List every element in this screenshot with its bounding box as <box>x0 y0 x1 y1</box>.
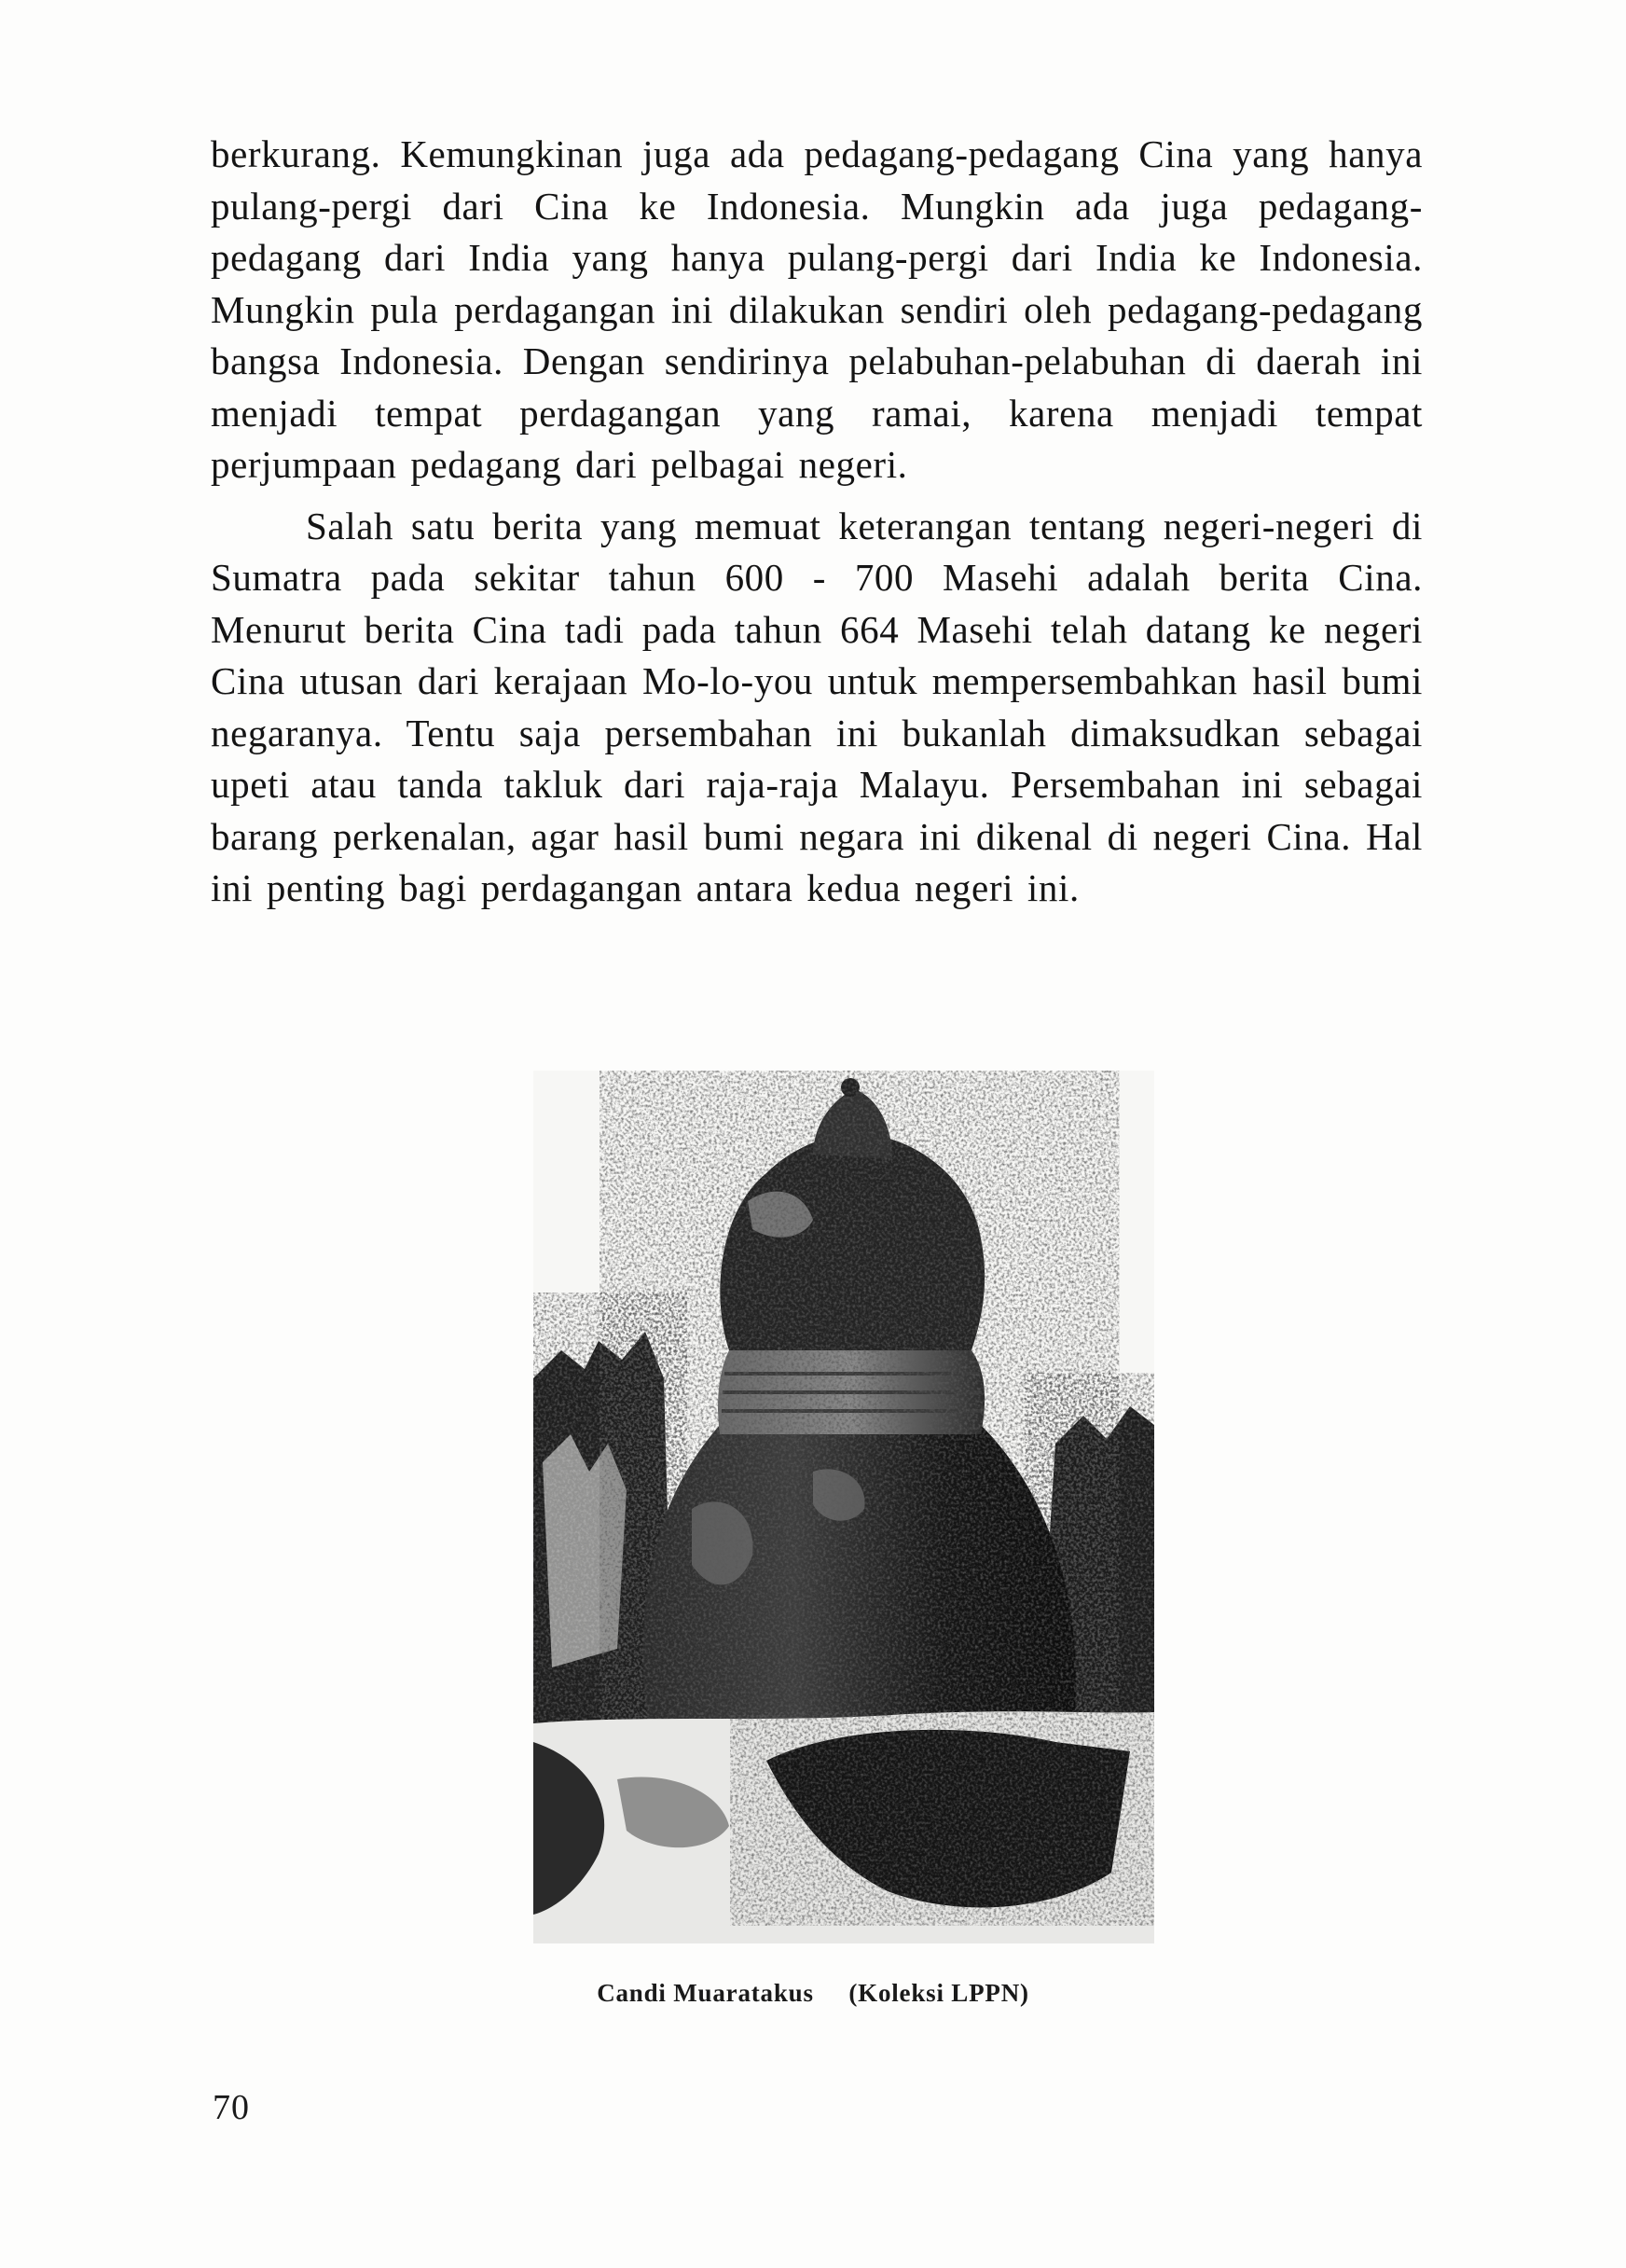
figure-caption <box>0 1979 1626 2008</box>
ground <box>533 1711 1154 1943</box>
caption-credit: (Koleksi LPPN) <box>848 1979 1029 2007</box>
caption-title: Candi Muaratakus <box>597 1979 814 2007</box>
temple-photo <box>533 1071 1154 1943</box>
paragraph-1: berkurang. Kemungkinan juga ada pedagang-pedagang Cina yang hanya pulang-pergi dari Cina ke Indonesia. Mungkin ada juga pedagang-pedagang dari India yang hanya pulang-pergi dari India ke Indonesia. Mungkin pula perdagangan ini dilakukan sendiri oleh pedagang-pedagang bangsa Indonesia. Dengan sendirinya pelabuhan-pelabuhan di daerah ini menjadi tempat perdagangan yang ramai, karena menjadi tempat perjumpaan pedagang dari pelbagai negeri. <box>211 132 1423 486</box>
page-number: 70 <box>213 2088 250 2127</box>
body-text <box>211 129 1423 915</box>
paragraph-2: Salah satu berita yang memuat keterangan tentang negeri-negeri di Sumatra pada sekitar tahun 600 - 700 Masehi adalah berita Cina. Menurut berita Cina tadi pada tahun 664 Masehi telah datang ke negeri Cina utusan dari kerajaan Mo-lo-you untuk mempersembahkan hasil bumi negaranya. Tentu saja persembahan ini bukanlah dimaksudkan sebagai upeti atau tanda takluk dari raja-raja Malayu. Persembahan ini sebagai barang perkenalan, agar hasil bumi negara ini dikenal di negeri Cina. Hal ini penting bagi perdagangan antara kedua negeri ini. <box>211 504 1423 909</box>
temple-photo-image <box>533 1071 1154 1943</box>
